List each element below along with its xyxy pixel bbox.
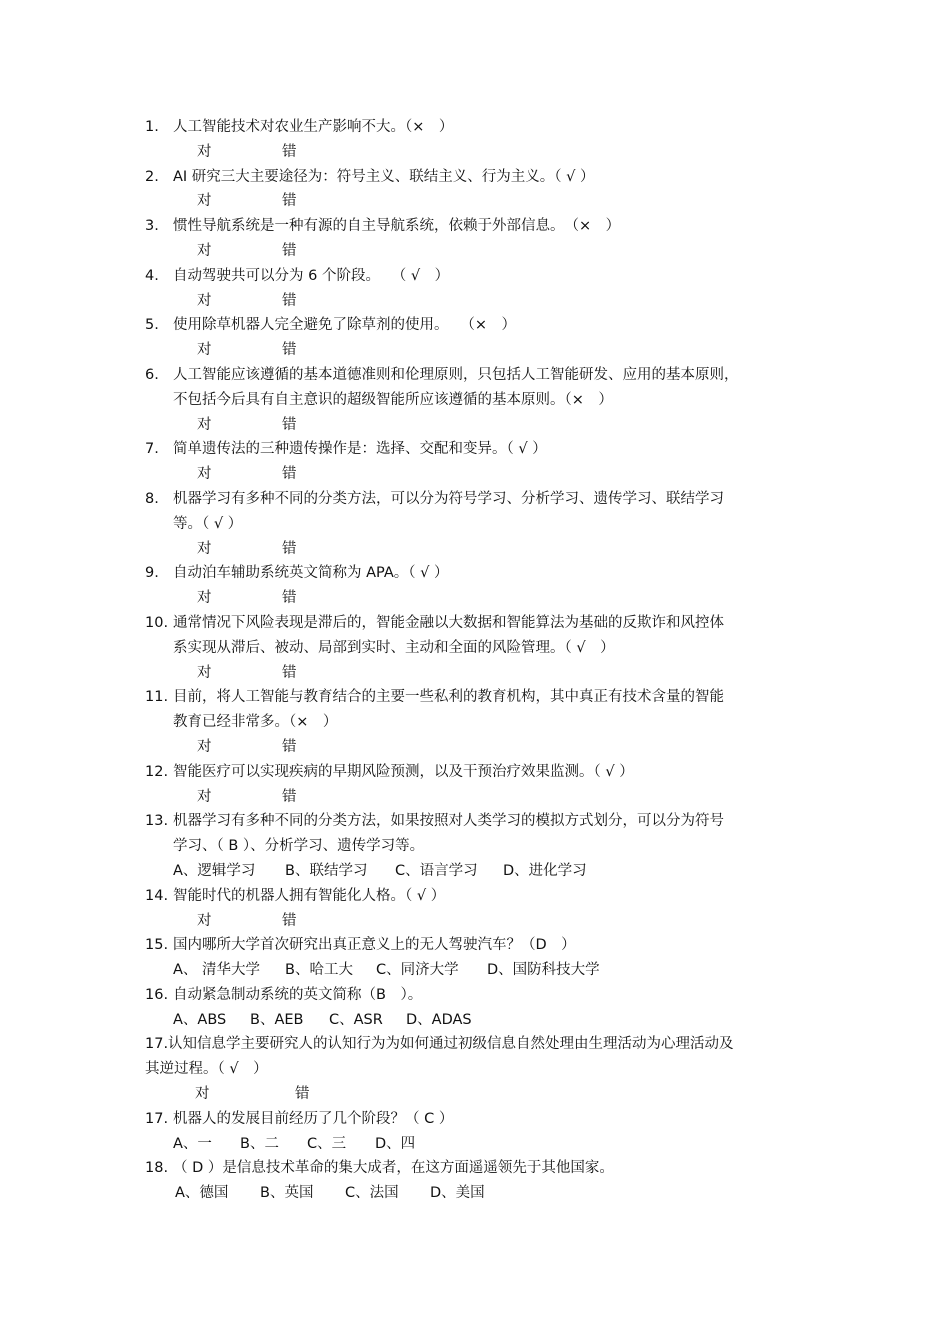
question-line [0, 1107, 950, 1132]
question-line [0, 313, 950, 338]
question-text: 17.认知信息学主要研究人的认知行为为如何通过初级信息自然处理由生理活动为心理活动及 [145, 1036, 734, 1053]
option-false: 错 [282, 540, 297, 557]
choice-option: A、 清华大学 [173, 962, 261, 979]
choice-option: B、联结学习 [285, 862, 368, 879]
true-false-row [0, 661, 950, 686]
choice-option: A、ABS [173, 1011, 227, 1028]
question-number: 8. [145, 490, 159, 507]
option-false: 错 [282, 342, 297, 359]
question-number: 12. [145, 763, 169, 780]
question-line [0, 437, 950, 462]
choice-option: D、ADAS [406, 1011, 472, 1028]
question-line [0, 487, 950, 512]
question-text: 其逆过程。（ √ ） [145, 1061, 268, 1078]
question-line [0, 809, 950, 834]
option-false: 错 [282, 242, 297, 259]
choice-option: D、国防科技大学 [487, 962, 600, 979]
option-true: 对 [197, 466, 212, 483]
option-false: 错 [282, 738, 297, 755]
option-false: 错 [282, 416, 297, 433]
option-false: 错 [282, 143, 297, 160]
option-false: 错 [282, 193, 297, 210]
option-true: 对 [197, 242, 212, 259]
choice-option: B、哈工大 [285, 962, 353, 979]
option-true: 对 [197, 788, 212, 805]
choice-option: A、德国 [175, 1185, 229, 1202]
choice-options-row [0, 1132, 950, 1157]
question-number: 10. [145, 614, 169, 631]
question-line [0, 760, 950, 785]
question-text: 目前，将人工智能与教育结合的主要一些私利的教育机构，其中真正有技术含量的智能 [173, 689, 724, 706]
question-text: （ D ）是信息技术革命的集大成者，在这方面遥遥领先于其他国家。 [173, 1160, 614, 1177]
question-text: 人工智能应该遵循的基本道德准则和伦理原则，只包括人工智能研发、应用的基本原则， [173, 366, 739, 383]
question-line [0, 611, 950, 636]
choice-option: C、同济大学 [376, 962, 459, 979]
true-false-row [0, 785, 950, 810]
choice-options-row [0, 1181, 950, 1206]
option-true: 对 [197, 342, 212, 359]
option-false: 错 [282, 466, 297, 483]
choice-option: D、四 [375, 1135, 416, 1152]
option-true: 对 [197, 193, 212, 210]
true-false-row [0, 586, 950, 611]
option-true: 对 [197, 738, 212, 755]
question-line [0, 933, 950, 958]
question-text: 自动泊车辅助系统英文简称为 APA。（ √ ） [173, 565, 449, 582]
question-line [0, 1156, 950, 1181]
question-number: 3. [145, 218, 159, 235]
true-false-row [0, 289, 950, 314]
question-line [0, 685, 950, 710]
option-false: 错 [282, 664, 297, 681]
question-number: 1. [145, 119, 159, 135]
question-number: 14. [145, 887, 169, 904]
question-number: 7. [145, 441, 159, 458]
question-line [0, 561, 950, 586]
question-text: 学习、（ B ）、分析学习、遗传学习等。 [173, 838, 425, 855]
question-number: 9. [145, 565, 159, 582]
option-true: 对 [197, 143, 212, 160]
option-false: 错 [295, 1086, 310, 1103]
question-text: 系实现从滞后、被动、局部到实时、主动和全面的风险管理。（ √ ） [173, 639, 615, 656]
question-number: 18. [145, 1160, 169, 1177]
question-line [0, 710, 950, 735]
question-line [0, 983, 950, 1008]
choice-options-row [0, 958, 950, 983]
question-number: 4. [145, 267, 159, 284]
option-true: 对 [197, 540, 212, 557]
option-false: 错 [282, 912, 297, 929]
choice-option: C、三 [307, 1135, 347, 1152]
true-false-row [0, 239, 950, 264]
option-false: 错 [282, 788, 297, 805]
question-text: 自动驾驶共可以分为 6 个阶段。 （ √ ） [173, 267, 450, 284]
question-line [0, 636, 950, 661]
option-true: 对 [195, 1086, 210, 1103]
question-line [0, 1032, 950, 1057]
question-number: 13. [145, 813, 169, 830]
choice-option: D、美国 [430, 1185, 485, 1202]
question-line [0, 165, 950, 190]
option-true: 对 [197, 416, 212, 433]
choice-option: C、语言学习 [395, 862, 478, 879]
question-text: 智能时代的机器人拥有智能化人格。（ √ ） [173, 887, 446, 904]
question-text: 不包括今后具有自主意识的超级智能所应该遵循的基本原则。（× ） [173, 391, 613, 408]
question-text: 惯性导航系统是一种有源的自主导航系统，依赖于外部信息。 （× ） [173, 218, 621, 235]
true-false-row [0, 338, 950, 363]
choice-option: A、一 [173, 1135, 212, 1152]
question-text: 教育已经非常多。（× ） [173, 714, 338, 731]
question-line [0, 115, 950, 140]
question-text: 机器人的发展目前经历了几个阶段？（ C ） [173, 1110, 454, 1127]
option-false: 错 [282, 590, 297, 607]
choice-option: B、AEB [250, 1011, 304, 1028]
question-text: 通常情况下风险表现是滞后的，智能金融以大数据和智能算法为基础的反欺诈和风控体 [173, 614, 724, 631]
question-number: 6. [145, 366, 159, 383]
choice-options-row [0, 1008, 950, 1033]
question-number: 11. [145, 689, 169, 706]
choice-option: A、逻辑学习 [173, 862, 256, 879]
question-line [0, 834, 950, 859]
question-text: 等。（ √ ） [173, 515, 243, 532]
question-text: 简单遗传法的三种遗传操作是：选择、交配和变异。（ √ ） [173, 441, 547, 458]
option-true: 对 [197, 590, 212, 607]
question-text: 机器学习有多种不同的分类方法，如果按照对人类学习的模拟方式划分，可以分为符号 [173, 813, 724, 830]
question-number: 16. [145, 986, 169, 1003]
true-false-row [0, 537, 950, 562]
question-number: 17. [145, 1110, 169, 1127]
option-true: 对 [197, 912, 212, 929]
true-false-row [0, 189, 950, 214]
question-text: 使用除草机器人完全避免了除草剂的使用。 （× ） [173, 317, 517, 334]
option-true: 对 [197, 292, 212, 309]
true-false-row [0, 1082, 950, 1107]
question-line [0, 1057, 950, 1082]
option-false: 错 [282, 292, 297, 309]
question-line [0, 512, 950, 537]
true-false-row [0, 462, 950, 487]
question-text: AI 研究三大主要途径为：符号主义、联结主义、行为主义。（ √ ） [173, 168, 595, 185]
question-number: 15. [145, 937, 169, 954]
choice-option: B、英国 [260, 1185, 314, 1202]
question-text: 自动紧急制动系统的英文简称（B ）。 [173, 986, 423, 1003]
choice-options-row [0, 859, 950, 884]
choice-option: B、二 [240, 1135, 279, 1152]
question-line [0, 884, 950, 909]
question-line [0, 363, 950, 388]
choice-option: C、法国 [345, 1185, 399, 1202]
question-number: 2. [145, 168, 159, 185]
question-number: 5. [145, 317, 159, 334]
true-false-row [0, 909, 950, 934]
question-text: 国内哪所大学首次研究出真正意义上的无人驾驶汽车？（D ） [173, 937, 576, 954]
question-line [0, 388, 950, 413]
question-line [0, 264, 950, 289]
question-text: 机器学习有多种不同的分类方法，可以分为符号学习、分析学习、遗传学习、联结学习 [173, 490, 724, 507]
document-body [0, 115, 950, 1206]
true-false-row [0, 140, 950, 165]
option-true: 对 [197, 664, 212, 681]
question-text: 人工智能技术对农业生产影响不大。（× ） [173, 119, 454, 135]
question-line [0, 214, 950, 239]
true-false-row [0, 413, 950, 438]
choice-option: C、ASR [329, 1011, 383, 1028]
choice-option: D、进化学习 [503, 862, 587, 879]
true-false-row [0, 735, 950, 760]
question-text: 智能医疗可以实现疾病的早期风险预测，以及干预治疗效果监测。（ √ ） [173, 763, 634, 780]
